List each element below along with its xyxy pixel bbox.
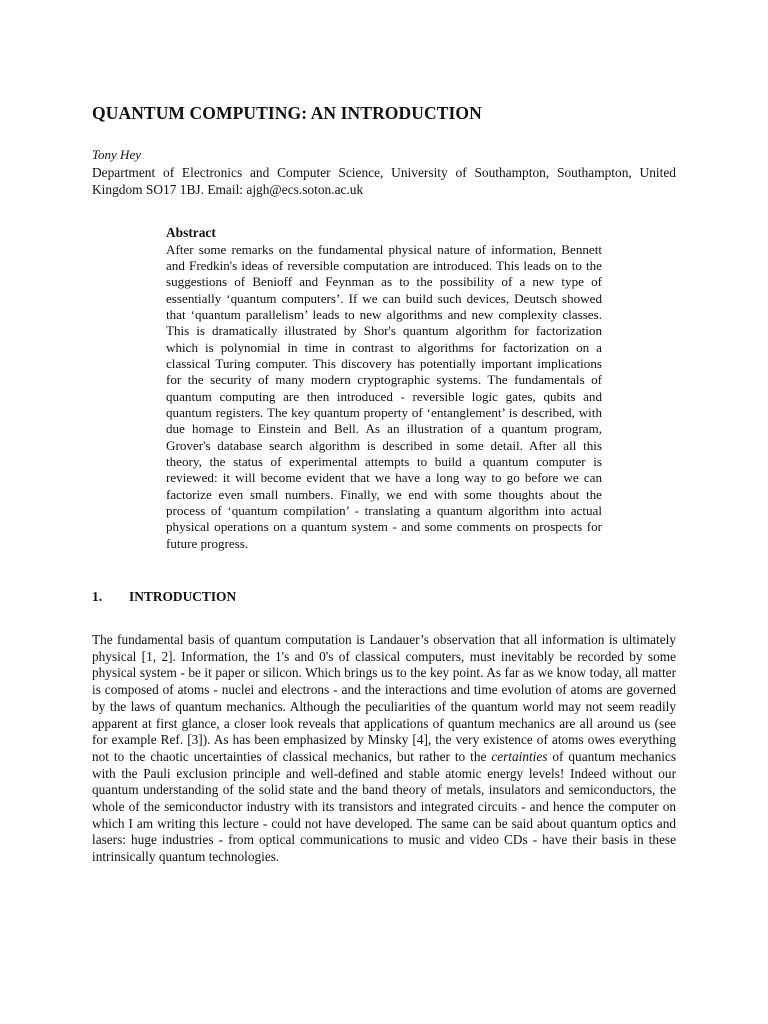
section-heading: [92, 589, 236, 605]
author-name: Tony Hey: [92, 147, 141, 162]
intro-text-part1: The fundamental basis of quantum computation is Landauer’s observation that all information is ultimately physical [1, 2]. Information, the 1's and 0's of classical computers, must inevitably be recorded by some physical system - be it paper or silicon. Which brings us to the key point. As far as we know today, all matter is composed of atoms - nuclei and electrons - and the interactions and time evolution of atoms are governed by the laws of quantum mechanics. Although the peculiarities of the quantum world may not seem readily apparent at first glance, a closer look reveals that applications of quantum mechanics are all around us (see for example Ref. [3]). As has been emphasized by Minsky [4], the very existence of atoms owes everything not to the chaotic uncertainties of classical mechanics, but rather to the: [92, 632, 676, 764]
abstract-heading: Abstract: [166, 225, 216, 240]
intro-emphasis: certainties: [491, 748, 548, 764]
intro-text-part2: of quantum mechanics with the Pauli exclusion principle and well-defined and stable atomic energy levels! Indeed without our quantum understanding of the solid state and the band theory of metals, insulators and semiconductors, the whole of the semiconductor industry with its transistors and integrated circuits - and hence the computer on which I am writing this lecture - could not have developed. The same can be said about quantum optics and lasers: huge industries - from optical communications to music and video CDs - have their basis in these intrinsically quantum technologies.: [92, 748, 676, 865]
author-affiliation: Department of Electronics and Computer Science, University of Southampton, Southampton, United Kingdom SO17 1BJ. Email: ajgh@ecs.soton.ac.uk: [92, 165, 676, 197]
introduction-paragraph: [92, 632, 676, 866]
paper-title: QUANTUM COMPUTING: AN INTRODUCTION: [92, 103, 482, 123]
abstract-block: [166, 225, 602, 552]
section-title: INTRODUCTION: [129, 589, 237, 604]
abstract-text: After some remarks on the fundamental physical nature of information, Bennett and Fredkin's ideas of reversible computation are introduced. This leads on to the suggestions of Benioff and Feynman as to the possibility of a new type of essentially ‘quantum computers’. If we can build such devices, Deutsch showed that ‘quantum parallelism’ leads to new algorithms and new complexity classes. This is dramatically illustrated by Shor's quantum algorithm for factorization which is polynomial in time in contrast to algorithms for factorization on a classical Turing computer. This discovery has potentially important implications for the security of many modern cryptographic systems. The fundamentals of quantum computing are then introduced - reversible logic gates, qubits and quantum registers. The key quantum property of ‘entanglement’ is described, with due homage to Einstein and Bell. As an illustration of a quantum program, Grover's database search algorithm is described in some detail. After all this theory, the status of experimental attempts to build a quantum computer is reviewed: it will become evident that we have a long way to go before we can factorize even small numbers. Finally, we end with some thoughts about the process of ‘quantum compilation’ - translating a quantum algorithm into actual physical operations on a quantum system - and some comments on prospects for future progress.: [166, 241, 602, 551]
section-number: 1.: [92, 589, 103, 604]
